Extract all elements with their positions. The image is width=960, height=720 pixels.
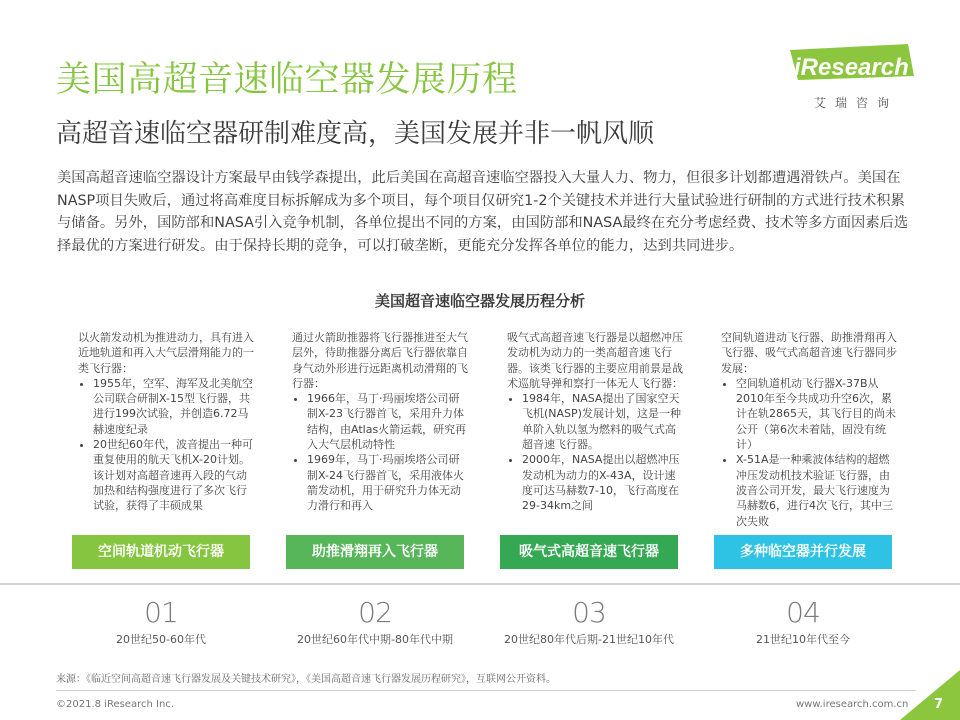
list-item: • 1966年，马丁·玛丽埃塔公司研制X-23飞行器首飞，采用升力体结构，由Atlas火箭运载，研究再入大气层机动特性 — [307, 391, 470, 452]
stage-3-number: 03 — [572, 596, 606, 629]
source-note: 来源：《临近空间高超音速飞行器发展及关键技术研究》，《美国高超音速飞行器发展历程研究》，互联网公开资料。 — [56, 674, 556, 685]
page-number: 7 — [934, 697, 944, 712]
list-item: • 20世纪60年代，波音提出一种可重复使用的航天飞机X-20计划。该计划对高超音速再入段的气动加热和结构强度进行了多次飞行试验，获得了丰硕成果 — [93, 437, 256, 513]
stage-4-bullets — [721, 376, 899, 529]
logo-cn: 艾瑞咨询 — [814, 96, 899, 110]
copyright: ©2021.8 iResearch Inc. — [56, 699, 174, 710]
stage-3-description — [507, 330, 685, 514]
stage-2-lead: 通过火箭助推器将飞行器推进至大气层外，待助推器分离后飞行器依靠自身气动外形进行远距离机动滑翔的飞行器： — [292, 331, 468, 390]
logo-brand: iResearch — [794, 54, 909, 81]
page-subtitle: 高超音速临空器研制难度高，美国发展并非一帆风顺 — [56, 119, 655, 149]
list-item: • 2000年，NASA提出以超燃冲压发动机为动力的X-43A，设计速度可达马赫数7-10，飞行高度在29-34km之间 — [522, 452, 685, 513]
list-item: • 1984年，NASA提出了国家空天飞机(NASP)发展计划，这是一种单阶入轨以氢为燃料的吸气式高超音速飞行器。 — [522, 391, 685, 452]
stage-2-bullets — [292, 391, 470, 513]
timeline-line — [0, 583, 960, 585]
stage-4-label-bar: 多种临空器并行发展 — [714, 535, 892, 569]
iresearch-logo — [790, 40, 922, 118]
footer-divider — [56, 690, 916, 691]
intro-paragraph — [57, 167, 913, 257]
stage-4-description — [721, 330, 899, 529]
stage-1-period: 20世纪50-60年代 — [116, 633, 206, 646]
stage-1-number: 01 — [144, 596, 178, 629]
corner-triangle — [900, 670, 960, 720]
stage-3-period: 20世纪80年代后期-21世纪10年代 — [504, 633, 674, 646]
list-item: • 1955年，空军、海军及北美航空公司联合研制X-15型飞行器，共进行199次试验，并创造6.72马赫速度纪录 — [93, 376, 256, 437]
stage-2-label-bar: 助推滑翔再入飞行器 — [286, 535, 464, 569]
stage-1-label-bar: 空间轨道机动飞行器 — [72, 535, 250, 569]
stage-2-number: 02 — [358, 596, 392, 629]
stage-3-label-bar: 吸气式高超音速飞行器 — [500, 535, 678, 569]
stage-1-bullets — [78, 376, 256, 514]
stage-2-period: 20世纪60年代中期-80年代中期 — [297, 633, 453, 646]
stage-1-lead: 以火箭发动机为推进动力，具有进入近地轨道和再入大气层滑翔能力的一类飞行器： — [78, 331, 254, 375]
stage-4-lead: 空间轨道进动飞行器、助推滑翔再入飞行器、吸气式高超音速飞行器同步发展： — [721, 331, 897, 375]
stage-3-lead: 吸气式高超音速飞行器是以超燃冲压发动机为动力的一类高超音速飞行器。该类飞行器的主要应用前景是战术巡航导弹和察打一体无人飞行器： — [507, 331, 683, 390]
list-item: • 空间轨道机动飞行器X-37B从2010年至今共成功升空6次，累计在轨2865天，其飞行目的尚未公开（第6次未着陆，固没有统计） — [736, 376, 899, 452]
stage-4-period: 21世纪10年代至今 — [756, 633, 850, 646]
page-title: 美国高超音速临空器发展历程 — [56, 60, 518, 100]
stage-3-bullets — [507, 391, 685, 513]
section-title: 美国超音速临空器发展历程分析 — [374, 292, 585, 310]
website: www.iresearch.com.cn — [796, 699, 909, 710]
list-item: • 1969年，马丁·玛丽埃塔公司研制X-24飞行器首飞，采用液体火箭发动机，用于研究升力体无动力滑行和再入 — [307, 452, 470, 513]
stage-4-number: 04 — [786, 596, 820, 629]
intro-text: 美国高超音速临空器设计方案最早由钱学森提出，此后美国在高超音速临空器投入大量人力、物力，但很多计划都遭遇滑铁卢。美国在NASP项目失败后，通过将高难度目标拆解成为多个项目，每个项目仅研究1-2个关键技术并进行大量试验进行研制的方式进行技术积累与储备。另外，国防部和NASA引入竞争机制，各单位提出不同的方案，由国防部和NASA最终在充分考虑经费、技术等多方面因素后选择最优的方案进行研发。由于保持长期的竞争，可以打破垄断，更能充分发挥各单位的能力，达到共同进步。 — [57, 170, 909, 254]
stage-2-description — [292, 330, 470, 514]
stage-1-description — [78, 330, 256, 514]
list-item: • X-51A是一种乘波体结构的超燃冲压发动机技术验证飞行器，由波音公司开发，最大飞行速度为马赫数6，进行4次飞行，其中三次失败 — [736, 452, 899, 528]
